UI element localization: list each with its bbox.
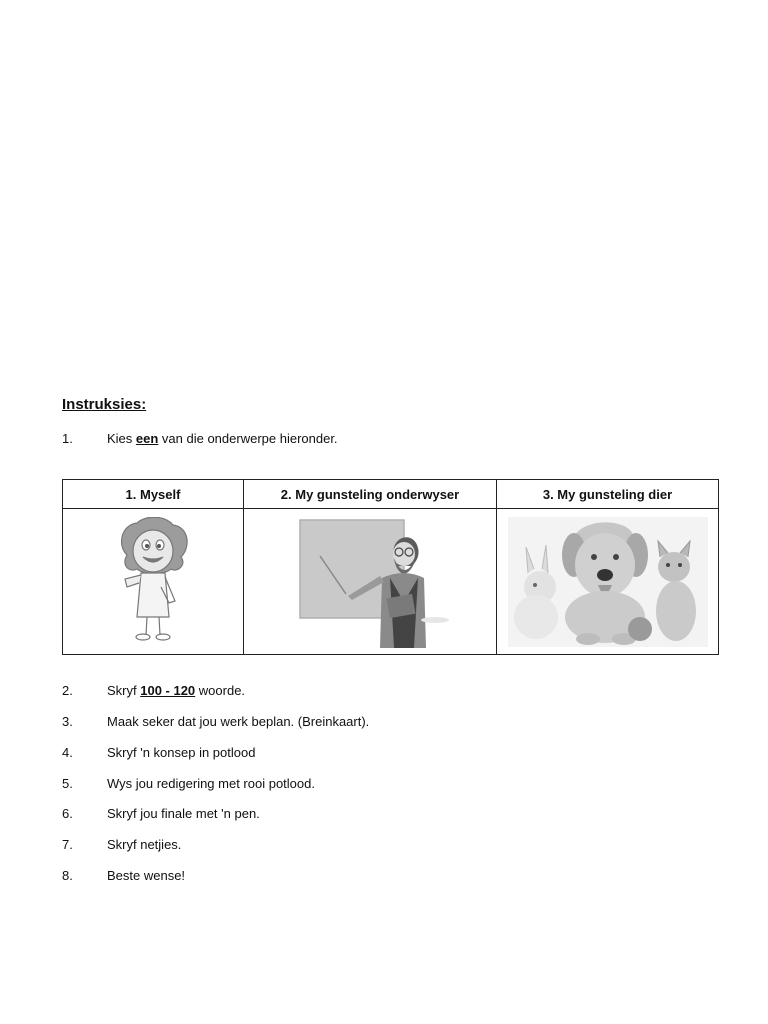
topics-table <box>62 479 719 655</box>
instruction-text-pre: Kies <box>107 431 136 446</box>
instruction-text-pre: Skryf <box>107 683 141 698</box>
topic-1-label: 1. Myself <box>63 480 244 509</box>
instruction-8 <box>62 867 185 885</box>
topic-3-picture-cell <box>497 509 719 655</box>
instruction-number: 6. <box>62 806 73 821</box>
topic-3-label: 3. My gunsteling dier <box>497 480 719 509</box>
instruction-text: Skryf netjies. <box>107 837 182 852</box>
topic-1-picture-cell <box>63 509 244 655</box>
instruction-number: 5. <box>62 776 73 791</box>
instruction-emphasis: 100 - 120 <box>140 683 196 698</box>
instruction-text: Wys jou redigering met rooi potlood. <box>107 776 315 791</box>
topics-picture-row <box>63 509 719 655</box>
instruction-number: 7. <box>62 837 73 852</box>
instruction-7 <box>62 836 181 854</box>
instruction-1 <box>62 430 338 448</box>
instruction-3 <box>62 713 369 731</box>
pets-rabbit-dog-cat-illustration <box>508 517 708 647</box>
instructions-heading: Instruksies: <box>62 396 147 413</box>
instruction-text: Skryf 'n konsep in potlood <box>107 745 256 760</box>
instruction-text: Skryf jou finale met 'n pen. <box>107 806 260 821</box>
instruction-5 <box>62 775 315 793</box>
instruction-2 <box>62 682 245 700</box>
instruction-6 <box>62 805 260 823</box>
topic-2-picture-cell <box>244 509 497 655</box>
instruction-number: 1. <box>62 431 73 446</box>
instruction-emphasis: een <box>135 431 159 446</box>
instruction-number: 3. <box>62 714 73 729</box>
instruction-number: 4. <box>62 745 73 760</box>
instruction-number: 8. <box>62 868 73 883</box>
topics-header-row <box>63 480 719 509</box>
instruction-4 <box>62 744 255 762</box>
instruction-number: 2. <box>62 683 73 698</box>
instruction-text-post: van die onderwerpe hieronder. <box>158 431 338 446</box>
topic-2-label: 2. My gunsteling onderwyser <box>244 480 497 509</box>
instruction-text: Maak seker dat jou werk beplan. (Breinkaart). <box>107 714 370 729</box>
teacher-at-board-illustration <box>290 516 450 648</box>
girl-cartoon-illustration <box>113 517 193 647</box>
instruction-text-post: woorde. <box>195 683 246 698</box>
instruction-text: Beste wense! <box>107 868 186 883</box>
